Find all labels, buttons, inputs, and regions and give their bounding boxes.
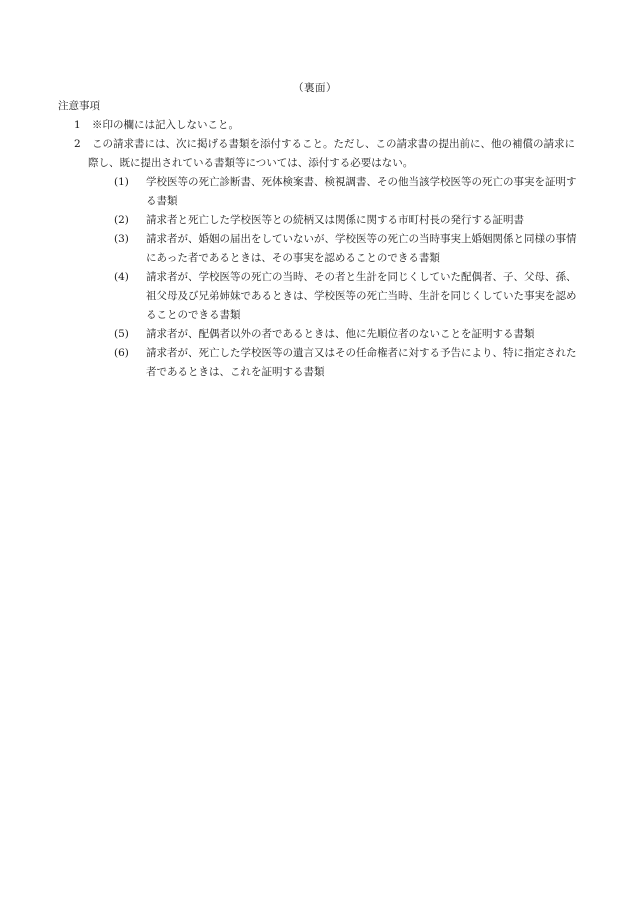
attachment-item <box>88 211 578 230</box>
attachment-text: 請求者が、婚姻の届出をしていないが、学校医等の死亡の当時事実上婚姻関係と同様の事情にあった者であるときは、その事実を認めることのできる書類 <box>146 233 577 264</box>
attachment-list <box>88 173 578 382</box>
attachment-item <box>88 344 578 382</box>
attachment-number: (5) <box>114 328 129 340</box>
attachment-item <box>88 173 578 211</box>
notes-list <box>58 116 578 382</box>
attachment-item <box>88 230 578 268</box>
attachment-item <box>88 268 578 325</box>
page-heading: （裏面） <box>293 82 337 94</box>
attachment-text: 請求者が、死亡した学校医等の遺言又はその任命権者に対する予告により、特に指定された者であるときは、これを証明する書類 <box>146 347 577 378</box>
note-item <box>58 135 578 173</box>
attachment-number: (2) <box>114 214 129 226</box>
attachment-text: 請求者が、学校医等の死亡の当時、その者と生計を同じくしていた配偶者、子、父母、孫、祖父母及び兄弟姉妹であるときは、学校医等の死亡当時、生計を同じくしていた事実を認めることのできる書類 <box>146 271 577 321</box>
attachment-text: 請求者と死亡した学校医等との続柄又は関係に関する市町村長の発行する証明書 <box>146 214 524 226</box>
attachment-number: (4) <box>114 271 129 283</box>
notes-title: 注意事項 <box>58 100 100 112</box>
attachment-number: (6) <box>114 347 129 359</box>
note-number: 2 <box>74 138 81 150</box>
note-text: この請求書には、次に掲げる書類を添付すること。ただし、この請求書の提出前に、他の補償の請求に際し、既に提出されている書類等については、添付する必要はない。 <box>88 138 575 169</box>
attachment-text: 学校医等の死亡診断書、死体検案書、検視調書、その他当該学校医等の死亡の事実を証明する書類 <box>146 176 577 207</box>
attachment-number: (1) <box>114 176 129 188</box>
attachment-text: 請求者が、配偶者以外の者であるときは、他に先順位者のないことを証明する書類 <box>146 328 535 340</box>
note-item <box>58 116 578 135</box>
note-number: 1 <box>74 119 81 131</box>
note-text: ※印の欄には記入しないこと。 <box>92 119 239 131</box>
attachment-number: (3) <box>114 233 129 245</box>
attachment-item <box>88 325 578 344</box>
